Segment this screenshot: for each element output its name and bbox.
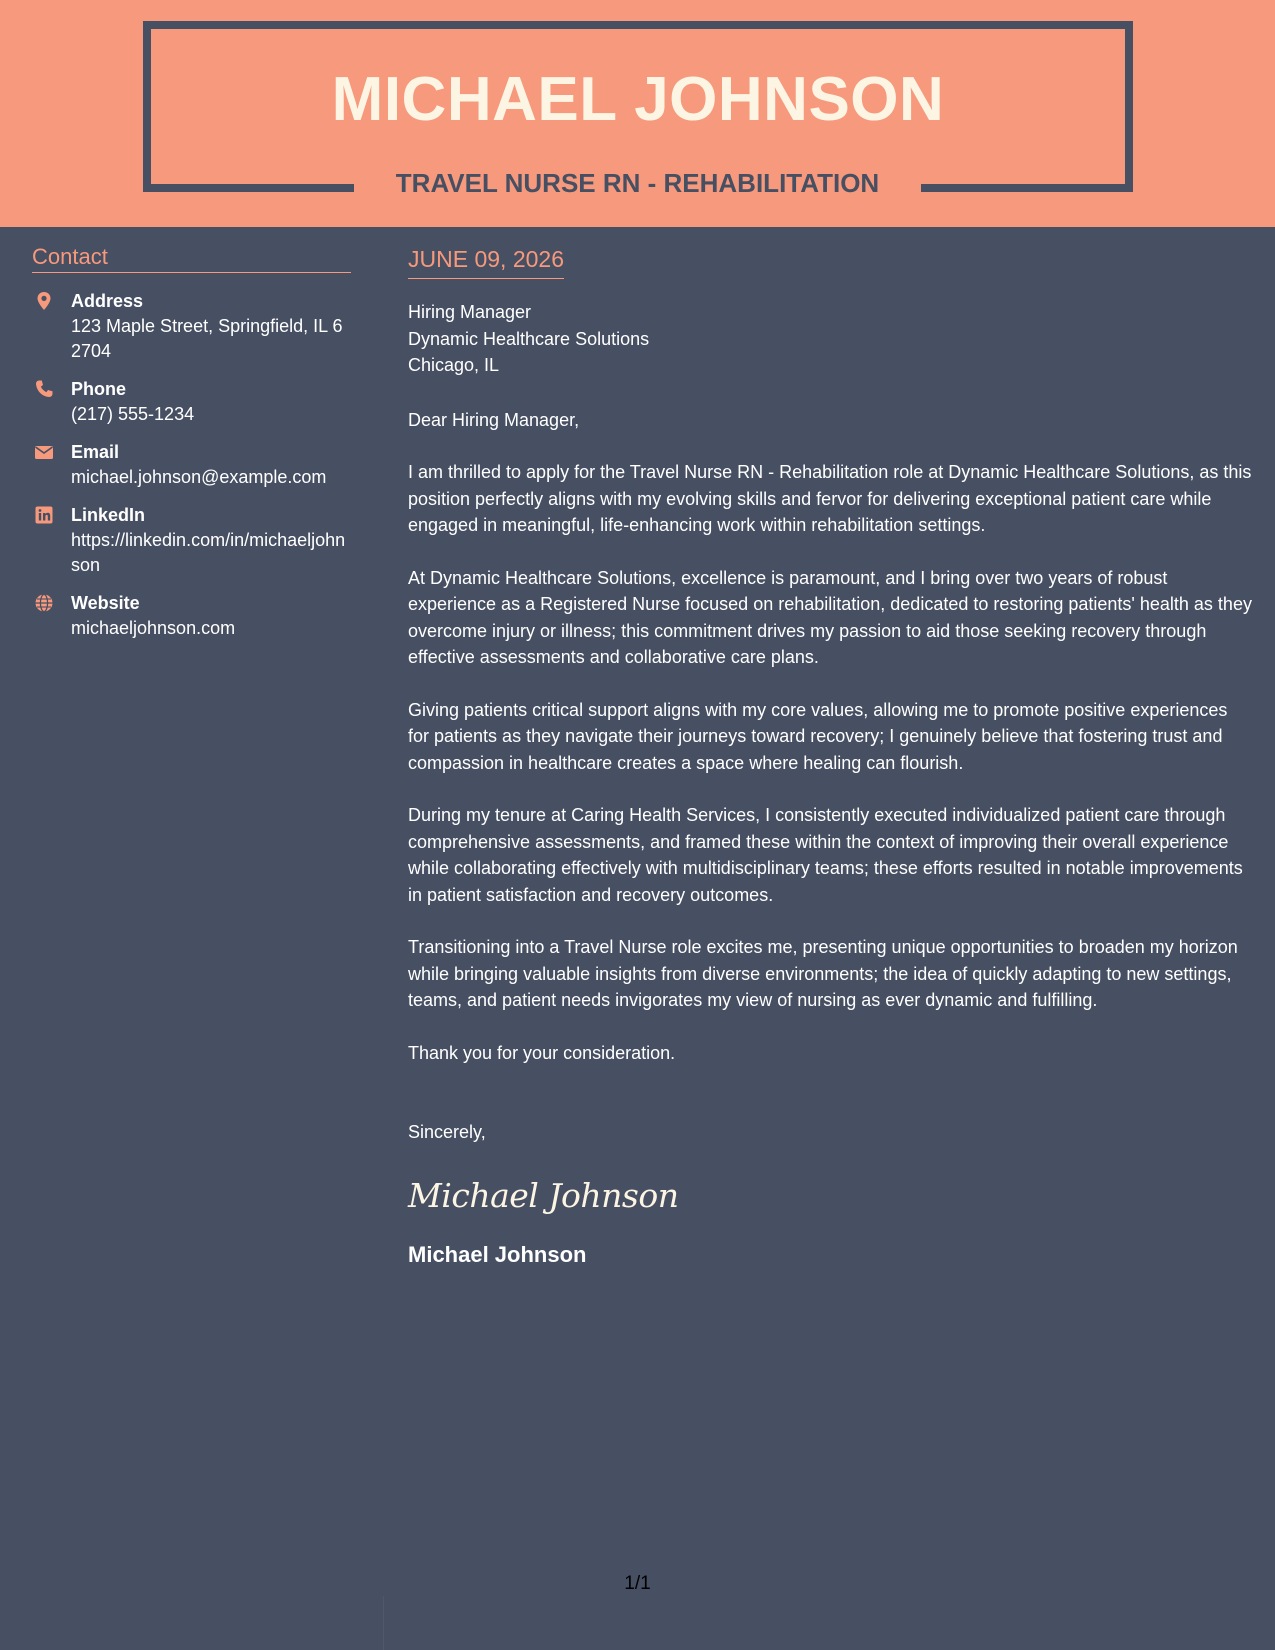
contact-label: Address <box>71 291 144 311</box>
header-frame-bottom-left <box>143 184 354 192</box>
envelope-icon <box>34 442 54 462</box>
letter-body <box>408 244 1252 1270</box>
linkedin-icon <box>34 505 54 525</box>
header-frame-bottom-right <box>921 184 1133 192</box>
contact-item-linkedin <box>32 503 351 578</box>
letter-paragraph: Transitioning into a Travel Nurse role excites me, presenting unique opportunities to broaden my horizon while bringing valuable insights from diverse environments; the idea of quickly adapting to new settings, teams, and patient needs invigorates my view of nursing as ever dynamic and fulfilling. <box>408 937 1238 1010</box>
contact-value: michaeljohnson.com <box>71 618 236 638</box>
letter-date: JUNE 09, 2026 <box>408 244 564 279</box>
recipient-location: Chicago, IL <box>408 355 500 375</box>
contact-value: https://linkedin.com/in/michaeljohnson <box>71 530 346 575</box>
signer-name: Michael Johnson <box>408 1241 587 1267</box>
signoff: Sincerely, <box>408 1122 486 1142</box>
recipient-name: Hiring Manager <box>408 302 532 322</box>
contact-value: michael.johnson@example.com <box>71 467 327 487</box>
phone-icon <box>34 379 54 399</box>
bottom-divider <box>383 1596 384 1650</box>
contact-label: Phone <box>71 379 127 399</box>
contact-item-website <box>32 591 351 641</box>
recipient-company: Dynamic Healthcare Solutions <box>408 328 650 349</box>
contact-label: Email <box>71 442 120 462</box>
closing-line: Thank you for your consideration. <box>408 1042 676 1063</box>
page-number: 1/1 <box>624 1573 651 1594</box>
job-title: TRAVEL NURSE RN - REHABILITATION <box>395 168 880 198</box>
map-pin-icon <box>34 291 54 311</box>
letter-paragraph: During my tenure at Caring Health Services, I consistently executed individualized patient care through comprehensive assessments, and framed these within the context of improving their overall experience while collaborating effectively with multidisciplinary teams; these efforts resulted in notable improvements in patient satisfaction and recovery outcomes. <box>408 805 1243 905</box>
contact-label: LinkedIn <box>71 505 146 525</box>
contact-item-phone <box>32 377 351 427</box>
contact-value: (217) 555-1234 <box>71 404 195 424</box>
header-banner <box>0 0 1275 227</box>
globe-icon <box>34 593 54 613</box>
contact-sidebar <box>32 243 351 654</box>
contact-item-email <box>32 440 351 490</box>
recipient-block <box>408 299 1252 379</box>
contact-heading: Contact <box>32 243 351 273</box>
letter-paragraph: Giving patients critical support aligns with my core values, allowing me to promote positive experiences for patients as they navigate their journeys toward recovery; I genuinely believe that fostering trust and compassion in healthcare creates a space where healing can flourish. <box>408 699 1228 773</box>
contact-label: Website <box>71 593 140 613</box>
salutation: Dear Hiring Manager, <box>408 409 580 430</box>
contact-item-address <box>32 289 351 364</box>
contact-list <box>32 289 351 641</box>
letter-paragraph: At Dynamic Healthcare Solutions, excellence is paramount, and I bring over two years of robust experience as a Registered Nurse focused on rehabilitation, dedicated to restoring patients' health as they overcome injury or illness; this commitment drives my passion to aid those seeking recovery through effective assessments and collaborative care plans. <box>408 567 1252 667</box>
signature: Michael Johnson <box>408 1175 679 1215</box>
letter-paragraph: I am thrilled to apply for the Travel Nurse RN - Rehabilitation role at Dynamic Healthcare Solutions, as this position perfectly aligns with my evolving skills and fervor for delivering exceptional patient care while engaged in meaningful, life-enhancing work within rehabilitation settings. <box>408 462 1252 535</box>
applicant-name: MICHAEL JOHNSON <box>331 65 945 134</box>
contact-value: 123 Maple Street, Springfield, IL 62704 <box>71 316 343 361</box>
